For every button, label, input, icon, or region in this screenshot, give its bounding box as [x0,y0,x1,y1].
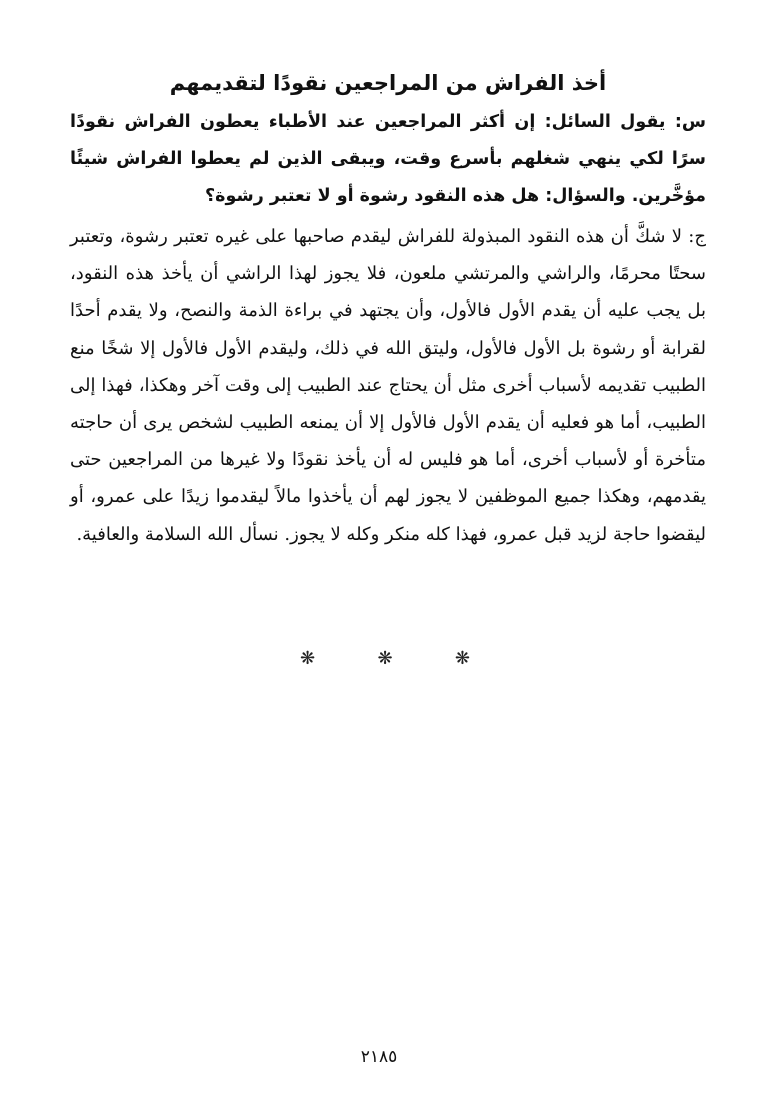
answer-text: ج: لا شكَّ أن هذه النقود المبذولة للفراش ليقدم صاحبها على غيره تعتبر رشوة، وتعتبر سحتًا محرمًا، والراشي والمرتشي ملعون، فلا يجوز لهذا الراشي أن يأخذ هذه النقود، بل يجب عليه أن يقدم الأول فالأول، وأن يجتهد في براءة الذمة والنصح، ولا يقدم أحدًا لقرابة أو رشوة بل الأول فالأول، وليتق الله في ذلك، وليقدم الأول فالأول إلا شخًا منع الطبيب تقديمه لأسباب أخرى مثل أن يحتاج عند الطبيب إلى وقت آخر وهكذا، فهذا إلى الطبيب، أما هو فعليه أن يقدم الأول فالأول إلا أن يمنعه الطبيب لشخص يرى أن حاجته متأخرة أو لأسباب أخرى، أما هو فليس له أن يأخذ نقودًا ولا غيرها من المراجعين حتى يقدمهم، وهكذا جميع الموظفين لا يجوز لهم أن يأخذوا مالاً ليقدموا زيدًا على عمرو، أو ليقضوا حاجة لزيد قبل عمرو، فهذا كله منكر وكله لا يجوز. نسأل الله السلامة والعافية. [70,226,707,545]
question-text: س: يقول السائل: إن أكثر المراجعين عند الأطباء يعطون الفراش نقودًا سرًا لكي ينهي شغلهم بأسرع وقت، ويبقى الذين لم يعطوا الفراش شيئًا مؤخَّرين. والسؤال: هل هذه النقود رشوة أو لا تعتبر رشوة؟ [70,112,706,206]
fatwa-title: أخذ الفراش من المراجعين نقودًا لتقديمهم [169,71,607,95]
page-number: ٢١٨٥ [360,1047,398,1067]
asterism-icon: ❋ [300,648,316,669]
section-separator [300,648,470,669]
asterism-icon: ❋ [377,648,393,669]
asterism-icon: ❋ [454,648,470,669]
